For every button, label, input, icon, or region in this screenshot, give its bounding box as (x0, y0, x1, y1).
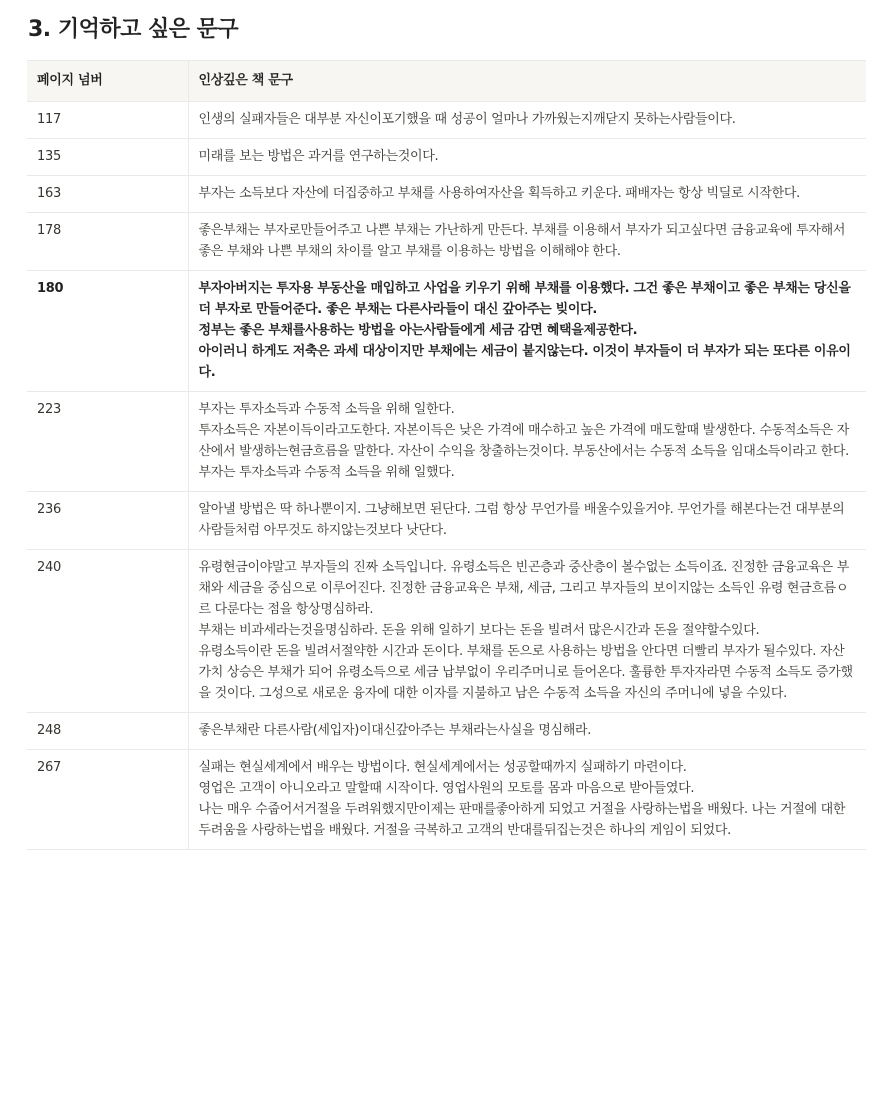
quote-line: 유령현금이야말고 부자들의 진짜 소득입니다. 유령소득은 빈곤층과 중산층이 볼수없는 소득이죠. 진정한 금융교육은 부채와 세금을 중심으로 이루어진다. 진정한 금융교육은 부채, 세금, 그리고 부자들의 보이지않는 소득인 유령 현금흐름ㅇ르 다룬다는 점을 항상명심하라. (198, 560, 849, 617)
page-number-cell: 236 (27, 492, 188, 550)
table-row (27, 492, 866, 550)
page-number-cell: 163 (27, 176, 188, 213)
table-row (27, 550, 866, 713)
quote-cell (188, 750, 866, 850)
quote-cell (188, 176, 866, 213)
table-header-row (27, 61, 866, 102)
page-number-cell: 267 (27, 750, 188, 850)
quote-line: 유령소득이란 돈을 빌려서절약한 시간과 돈이다. 부채를 돈으로 사용하는 방법을 안다면 더빨리 부자가 될수있다. 자산가치 상승은 부채가 되어 유령소득으로 세금 납부없이 우리주머니로 들어온다. 훌륭한 투자자라면 수동적 소득도 증가했을 것이다. 그성으로 새로운 융자에 대한 이자를 지불하고 남은 수동적 소득을 자신의 주머니에 넣을 수있다. (198, 644, 853, 701)
quote-cell (188, 213, 866, 271)
quote-line: 부자는 소득보다 자산에 더집중하고 부채를 사용하여자산을 획득하고 키운다. 패배자는 항상 빅딜로 시작한다. (198, 186, 800, 201)
table-row (27, 139, 866, 176)
quote-line: 부자는 투자소득과 수동적 소득을 위해 일한다. (198, 402, 455, 417)
quote-line: 부자아버지는 투자용 부동산을 매입하고 사업을 키우기 위해 부채를 이용했다. 그건 좋은 부채이고 좋은 부채는 당신을 더 부자로 만들어준다. 좋은 부채는 다른사라들이 대신 갚아주는 빚이다. (198, 281, 851, 317)
quote-line: 아이러니 하게도 저축은 과세 대상이지만 부채에는 세금이 붙지않는다. 이것이 부자들이 더 부자가 되는 또다른 이유이다. (198, 344, 851, 380)
section-title: 3. 기억하고 싶은 문구 (28, 17, 239, 42)
page-number-cell: 180 (27, 271, 188, 392)
quote-line: 인생의 실패자들은 대부분 자신이포기했을 때 성공이 얼마나 가까웠는지깨닫지 못하는사람들이다. (198, 112, 736, 127)
quote-line: 투자소득은 자본이득이라고도한다. 자본이득은 낮은 가격에 매수하고 높은 가격에 매도할때 발생한다. 수동적소득은 자산에서 발생하는현금흐름을 말한다. 자산이 수익을 창출하는것이다. 부동산에서는 수동적 소득을 임대소득이라고 한다. 부자는 투자소득과 수동적 소득을 위해 일했다. (198, 423, 849, 480)
page-number-cell: 248 (27, 713, 188, 750)
quotes-table (27, 60, 866, 850)
quote-line: 좋은부채는 부자로만들어주고 나쁜 부채는 가난하게 만든다. 부채를 이용해서 부자가 되고싶다면 금융교육에 투자해서 좋은 부채와 나쁜 부채의 차이를 알고 부채를 이용하는 방법을 이해해야 한다. (198, 223, 846, 259)
page-number-cell: 240 (27, 550, 188, 713)
table-row (27, 102, 866, 139)
quote-line: 나는 매우 수줍어서거절을 두려워했지만이제는 판매를좋아하게 되었고 거절을 사랑하는법을 배웠다. 나는 거절에 대한 두려움을 사랑하는법을 배웠다. 거절을 극복하고 고객의 반대를뒤집는것은 하나의 게임이 되었다. (198, 802, 846, 838)
table-row (27, 213, 866, 271)
quote-cell (188, 392, 866, 492)
page-number-cell: 223 (27, 392, 188, 492)
page-number-cell: 117 (27, 102, 188, 139)
table-row (27, 271, 866, 392)
quote-line: 알아낼 방법은 딱 하나뿐이지. 그냥해보면 된단다. 그럼 항상 무언가를 배울수있을거야. 무언가를 해본다는건 대부분의사람들처럼 아무것도 하지않는것보다 낫단다. (198, 502, 845, 538)
table-row (27, 750, 866, 850)
page-number-cell: 135 (27, 139, 188, 176)
quote-cell (188, 713, 866, 750)
quote-line: 실패는 현실세계에서 배우는 방법이다. 현실세계에서는 성공할때까지 실패하기 마련이다. (198, 760, 687, 775)
table-row (27, 176, 866, 213)
quote-line: 좋은부채란 다른사람(세입자)이대신갚아주는 부채라는사실을 명심해라. (198, 723, 592, 738)
quote-cell (188, 492, 866, 550)
header-page-number: 페이지 넘버 (27, 61, 188, 102)
quote-cell (188, 139, 866, 176)
quote-line: 미래를 보는 방법은 과거를 연구하는것이다. (198, 149, 439, 164)
quote-cell (188, 102, 866, 139)
table-body (27, 102, 866, 850)
quote-line: 영업은 고객이 아니오라고 말할때 시작이다. 영업사원의 모토를 몸과 마음으로 받아들였다. (198, 781, 695, 796)
table-row (27, 392, 866, 492)
quote-line: 부채는 비과세라는것을명심하라. 돈을 위해 일하기 보다는 돈을 빌려서 많은시간과 돈을 절약할수있다. (198, 623, 760, 638)
quote-cell (188, 550, 866, 713)
table-row (27, 713, 866, 750)
quote-cell (188, 271, 866, 392)
header-quote: 인상깊은 책 문구 (188, 61, 866, 102)
page-number-cell: 178 (27, 213, 188, 271)
quote-line: 정부는 좋은 부채를사용하는 방법을 아는사람들에게 세금 감면 혜택을제공한다. (198, 323, 638, 338)
